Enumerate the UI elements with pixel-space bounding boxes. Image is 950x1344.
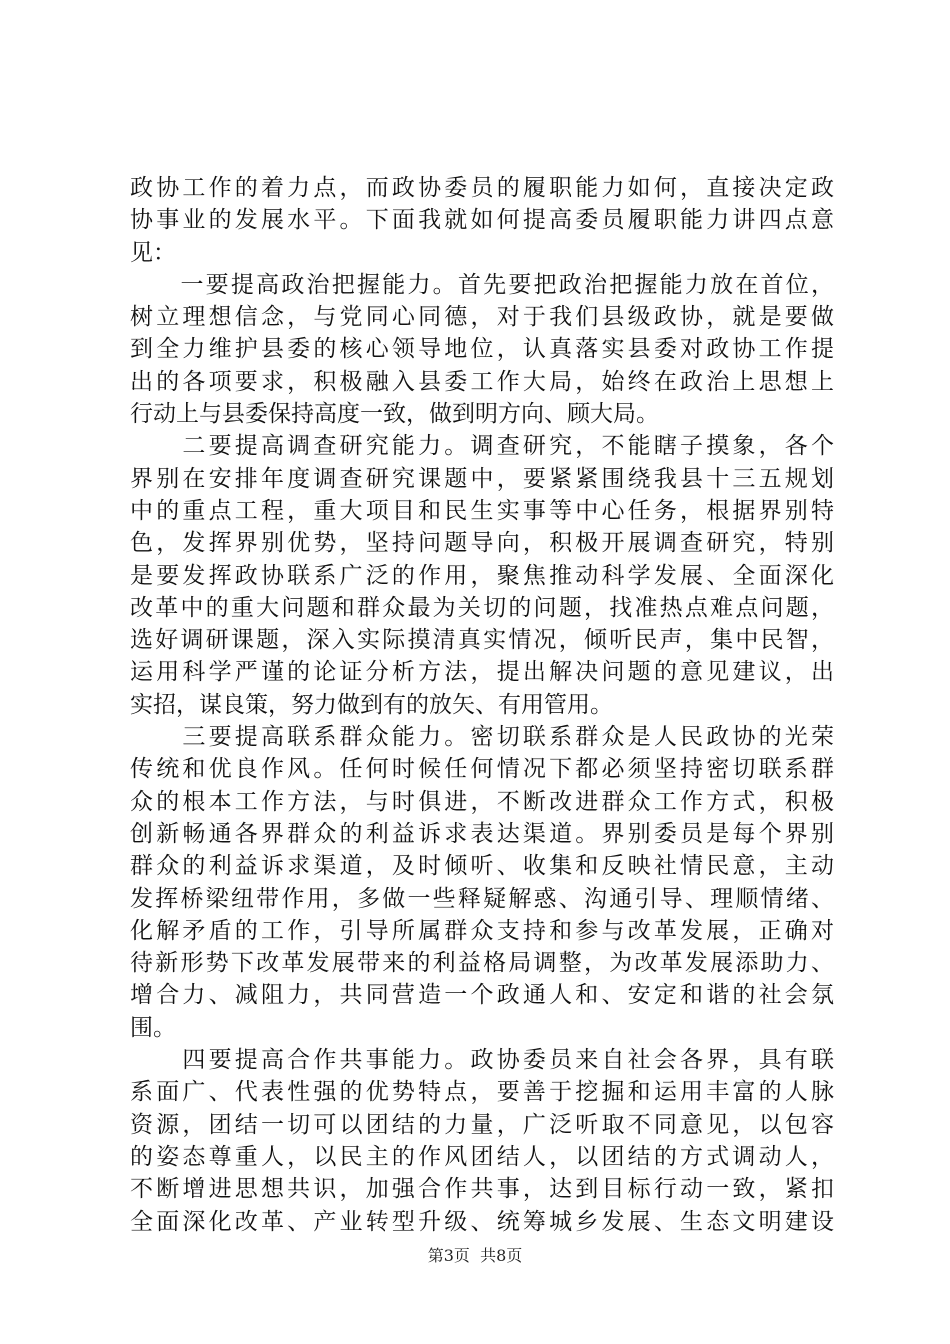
text-line: 政协工作的着力点，而政协委员的履职能力如何，直接决定政 — [130, 175, 834, 201]
text-line: 四要提高合作共事能力。政协委员来自社会各界，具有联 — [130, 1047, 834, 1074]
text-line: 化解矛盾的工作，引导所属群众支持和参与改革发展，正确对 — [130, 917, 834, 944]
text-line: 系面广、代表性强的优势特点，要善于挖掘和运用丰富的人脉 — [130, 1079, 834, 1106]
text-line: 创新畅通各界群众的利益诉求表达渠道。界别委员是每个界别 — [130, 820, 834, 847]
text-line: 群众的利益诉求渠道，及时倾听、收集和反映社情民意，主动 — [130, 853, 834, 880]
text-line: 中的重点工程，重大项目和民生实事等中心任务，根据界别特 — [130, 497, 834, 524]
text-line: 围。 — [130, 1014, 176, 1041]
text-line: 树立理想信念，与党同心同德，对于我们县级政协，就是要做 — [130, 304, 834, 331]
text-line: 众的根本工作方法，与时俱进，不断改进群众工作方式，积极 — [130, 788, 834, 815]
text-line: 选好调研课题，深入实际摸清真实情况，倾听民声，集中民智， — [130, 627, 834, 654]
text-line: 发挥桥梁纽带作用，多做一些释疑解惑、沟通引导、理顺情绪、 — [130, 885, 834, 912]
text-line: 增合力、减阻力，共同营造一个政通人和、安定和谐的社会氛 — [130, 982, 834, 1009]
text-line: 待新形势下改革发展带来的利益格局调整，为改革发展添助力、 — [130, 950, 834, 977]
text-line: 见： — [130, 239, 176, 266]
text-line: 界别在安排年度调查研究课题中，要紧紧围绕我县十三五规划 — [130, 465, 834, 492]
text-line: 到全力维护县委的核心领导地位，认真落实县委对政协工作提 — [130, 336, 834, 363]
text-line: 二要提高调查研究能力。调查研究，不能瞎子摸象，各个 — [130, 433, 834, 460]
text-line: 行动上与县委保持高度一致，做到明方向、顾大局。 — [130, 401, 659, 428]
text-line: 协事业的发展水平。下面我就如何提高委员履职能力讲四点意 — [130, 207, 834, 234]
text-line: 全面深化改革、产业转型升级、统筹城乡发展、生态文明建设 — [130, 1208, 834, 1235]
text-line: 色，发挥界别优势，坚持问题导向，积极开展调查研究，特别 — [130, 530, 834, 557]
text-line: 的姿态尊重人，以民主的作风团结人，以团结的方式调动人， — [130, 1143, 834, 1170]
text-line: 实招，谋良策，努力做到有的放矢、有用管用。 — [130, 691, 613, 718]
text-line: 三要提高联系群众能力。密切联系群众是人民政协的光荣 — [130, 724, 834, 751]
text-line: 改革中的重大问题和群众最为关切的问题，找准热点难点问题， — [130, 594, 834, 621]
text-line: 不断增进思想共识，加强合作共事，达到目标行动一致，紧扣 — [130, 1176, 834, 1203]
page-footer: 第3页 共8页 — [427, 1246, 523, 1265]
text-line: 传统和优良作风。任何时候任何情况下都必须坚持密切联系群 — [130, 756, 834, 783]
text-line: 资源，团结一切可以团结的力量，广泛听取不同意见，以包容 — [130, 1111, 834, 1138]
text-line: 运用科学严谨的论证分析方法，提出解决问题的意见建议，出 — [130, 659, 834, 686]
text-line: 出的各项要求，积极融入县委工作大局，始终在政治上思想上 — [130, 368, 834, 395]
text-line: 一要提高政治把握能力。首先要把政治把握能力放在首位， — [130, 271, 834, 298]
text-line: 是要发挥政协联系广泛的作用，聚焦推动科学发展、全面深化 — [130, 562, 834, 589]
document-body — [130, 172, 834, 1238]
